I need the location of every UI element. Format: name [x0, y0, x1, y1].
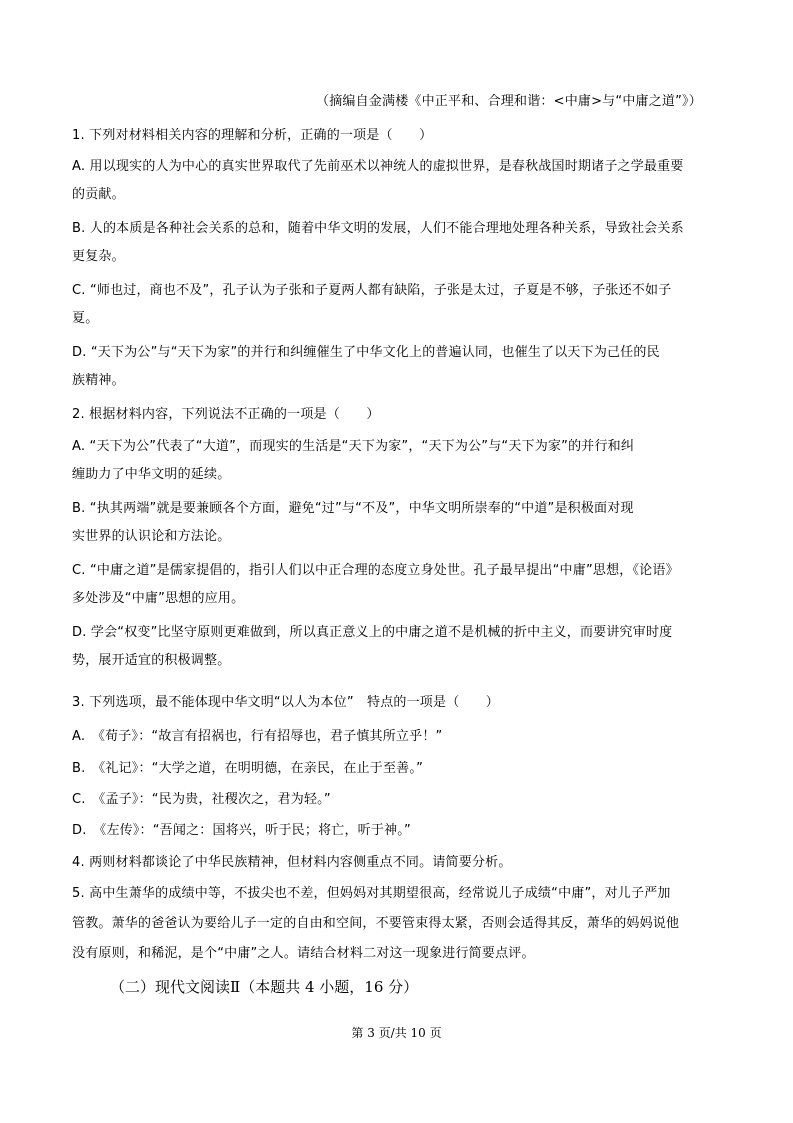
question-2-option-c: C. “中庸之道”是儒家提倡的，指引人们以中正合理的态度立身处世。孔子最早提出“中庸”思想，《论语》: [72, 563, 679, 578]
question-1-option-a: A. 用以现实的人为中心的真实世界取代了先前巫术以神统人的虚拟世界，是春秋战国时期诸子之学最重要: [72, 159, 684, 174]
question-3-option-b: B. 《礼记》：“大学之道，在明明德，在亲民，在止于至善。”: [72, 761, 424, 776]
question-1-stem: 1. 下列对材料相关内容的理解和分析，正确的一项是（ ）: [72, 128, 433, 143]
question-2-option-d: D. 学会“权变”比坚守原则更难做到，所以真正意义上的中庸之道不是机械的折中主义，而要讲究审时度: [72, 625, 673, 640]
question-1-option-d: D. “天下为公”与“天下为家”的并行和纠缠催生了中华文化上的普遍认同，也催生了以天下为己任的民: [72, 345, 660, 360]
question-5-line-2: 管教。萧华的爸爸认为要给儿子一定的自由和空间，不要管束得太紧，否则会适得其反，萧华的妈妈说他: [72, 916, 680, 931]
question-3-option-d: D. 《左传》：“吾闻之：国将兴，听于民；将亡，听于神。”: [72, 823, 411, 838]
question-4: 4. 两则材料都谈论了中华民族精神，但材料内容侧重点不同。请简要分析。: [72, 855, 512, 870]
question-1-option-c: C. “师也过，商也不及”，孔子认为子张和子夏两人都有缺陷，子张是太过，子夏是不够，子张还不如子: [72, 283, 672, 298]
question-3-option-c: C. 《孟子》：“民为贵，社稷次之，君为轻。”: [72, 792, 331, 807]
question-1-option-c-cont: 夏。: [72, 311, 99, 326]
question-2-option-a: A. “天下为公”代表了“大道”，而现实的生活是“天下为家”，“天下为公”与“天下为家”的并行和纠: [72, 439, 635, 454]
question-1-option-b-cont: 更复杂。: [72, 249, 125, 264]
question-1-option-a-cont: 的贡献。: [72, 187, 125, 202]
question-5-line-3: 没有原则，和稀泥，是个“中庸”之人。请结合材料二对这一现象进行简要点评。: [72, 946, 535, 961]
question-2-option-a-cont: 缠助力了中华文明的延续。: [72, 467, 231, 482]
source-citation: （摘编自金满楼《中正平和、合理和谐：<中庸>与“中庸之道”》）: [316, 94, 702, 109]
question-3-stem: 3. 下列选项，最不能体现中华文明“以人为本位” 特点的一项是（ ）: [72, 695, 500, 710]
question-1-option-d-cont: 族精神。: [72, 373, 125, 388]
question-2-option-d-cont: 势，展开适宜的积极调整。: [72, 653, 231, 668]
section-heading: （二）现代文阅读Ⅱ（本题共 4 小题，16 分）: [110, 978, 419, 996]
question-2-option-c-cont: 多处涉及“中庸”思想的应用。: [72, 591, 245, 606]
page-footer: 第 3 页/共 10 页: [351, 1026, 442, 1040]
question-5-line-1: 5. 高中生萧华的成绩中等，不拔尖也不差，但妈妈对其期望很高，经常说儿子成绩“中庸”，对儿子严加: [72, 886, 671, 901]
question-1-option-b: B. 人的本质是各种社会关系的总和，随着中华文明的发展，人们不能合理地处理各种关系，导致社会关系: [72, 221, 684, 236]
question-3-option-a: A. 《荀子》：“故言有招祸也，行有招辱也，君子慎其所立乎！”: [72, 729, 443, 744]
question-2-stem: 2. 根据材料内容，下列说法不正确的一项是（ ）: [72, 407, 380, 422]
question-2-option-b: B. “执其两端”就是要兼顾各个方面，避免“过”与“不及”，中华文明所崇奉的“中道”是积极面对现: [72, 501, 634, 516]
question-2-option-b-cont: 实世界的认识论和方法论。: [72, 529, 231, 544]
